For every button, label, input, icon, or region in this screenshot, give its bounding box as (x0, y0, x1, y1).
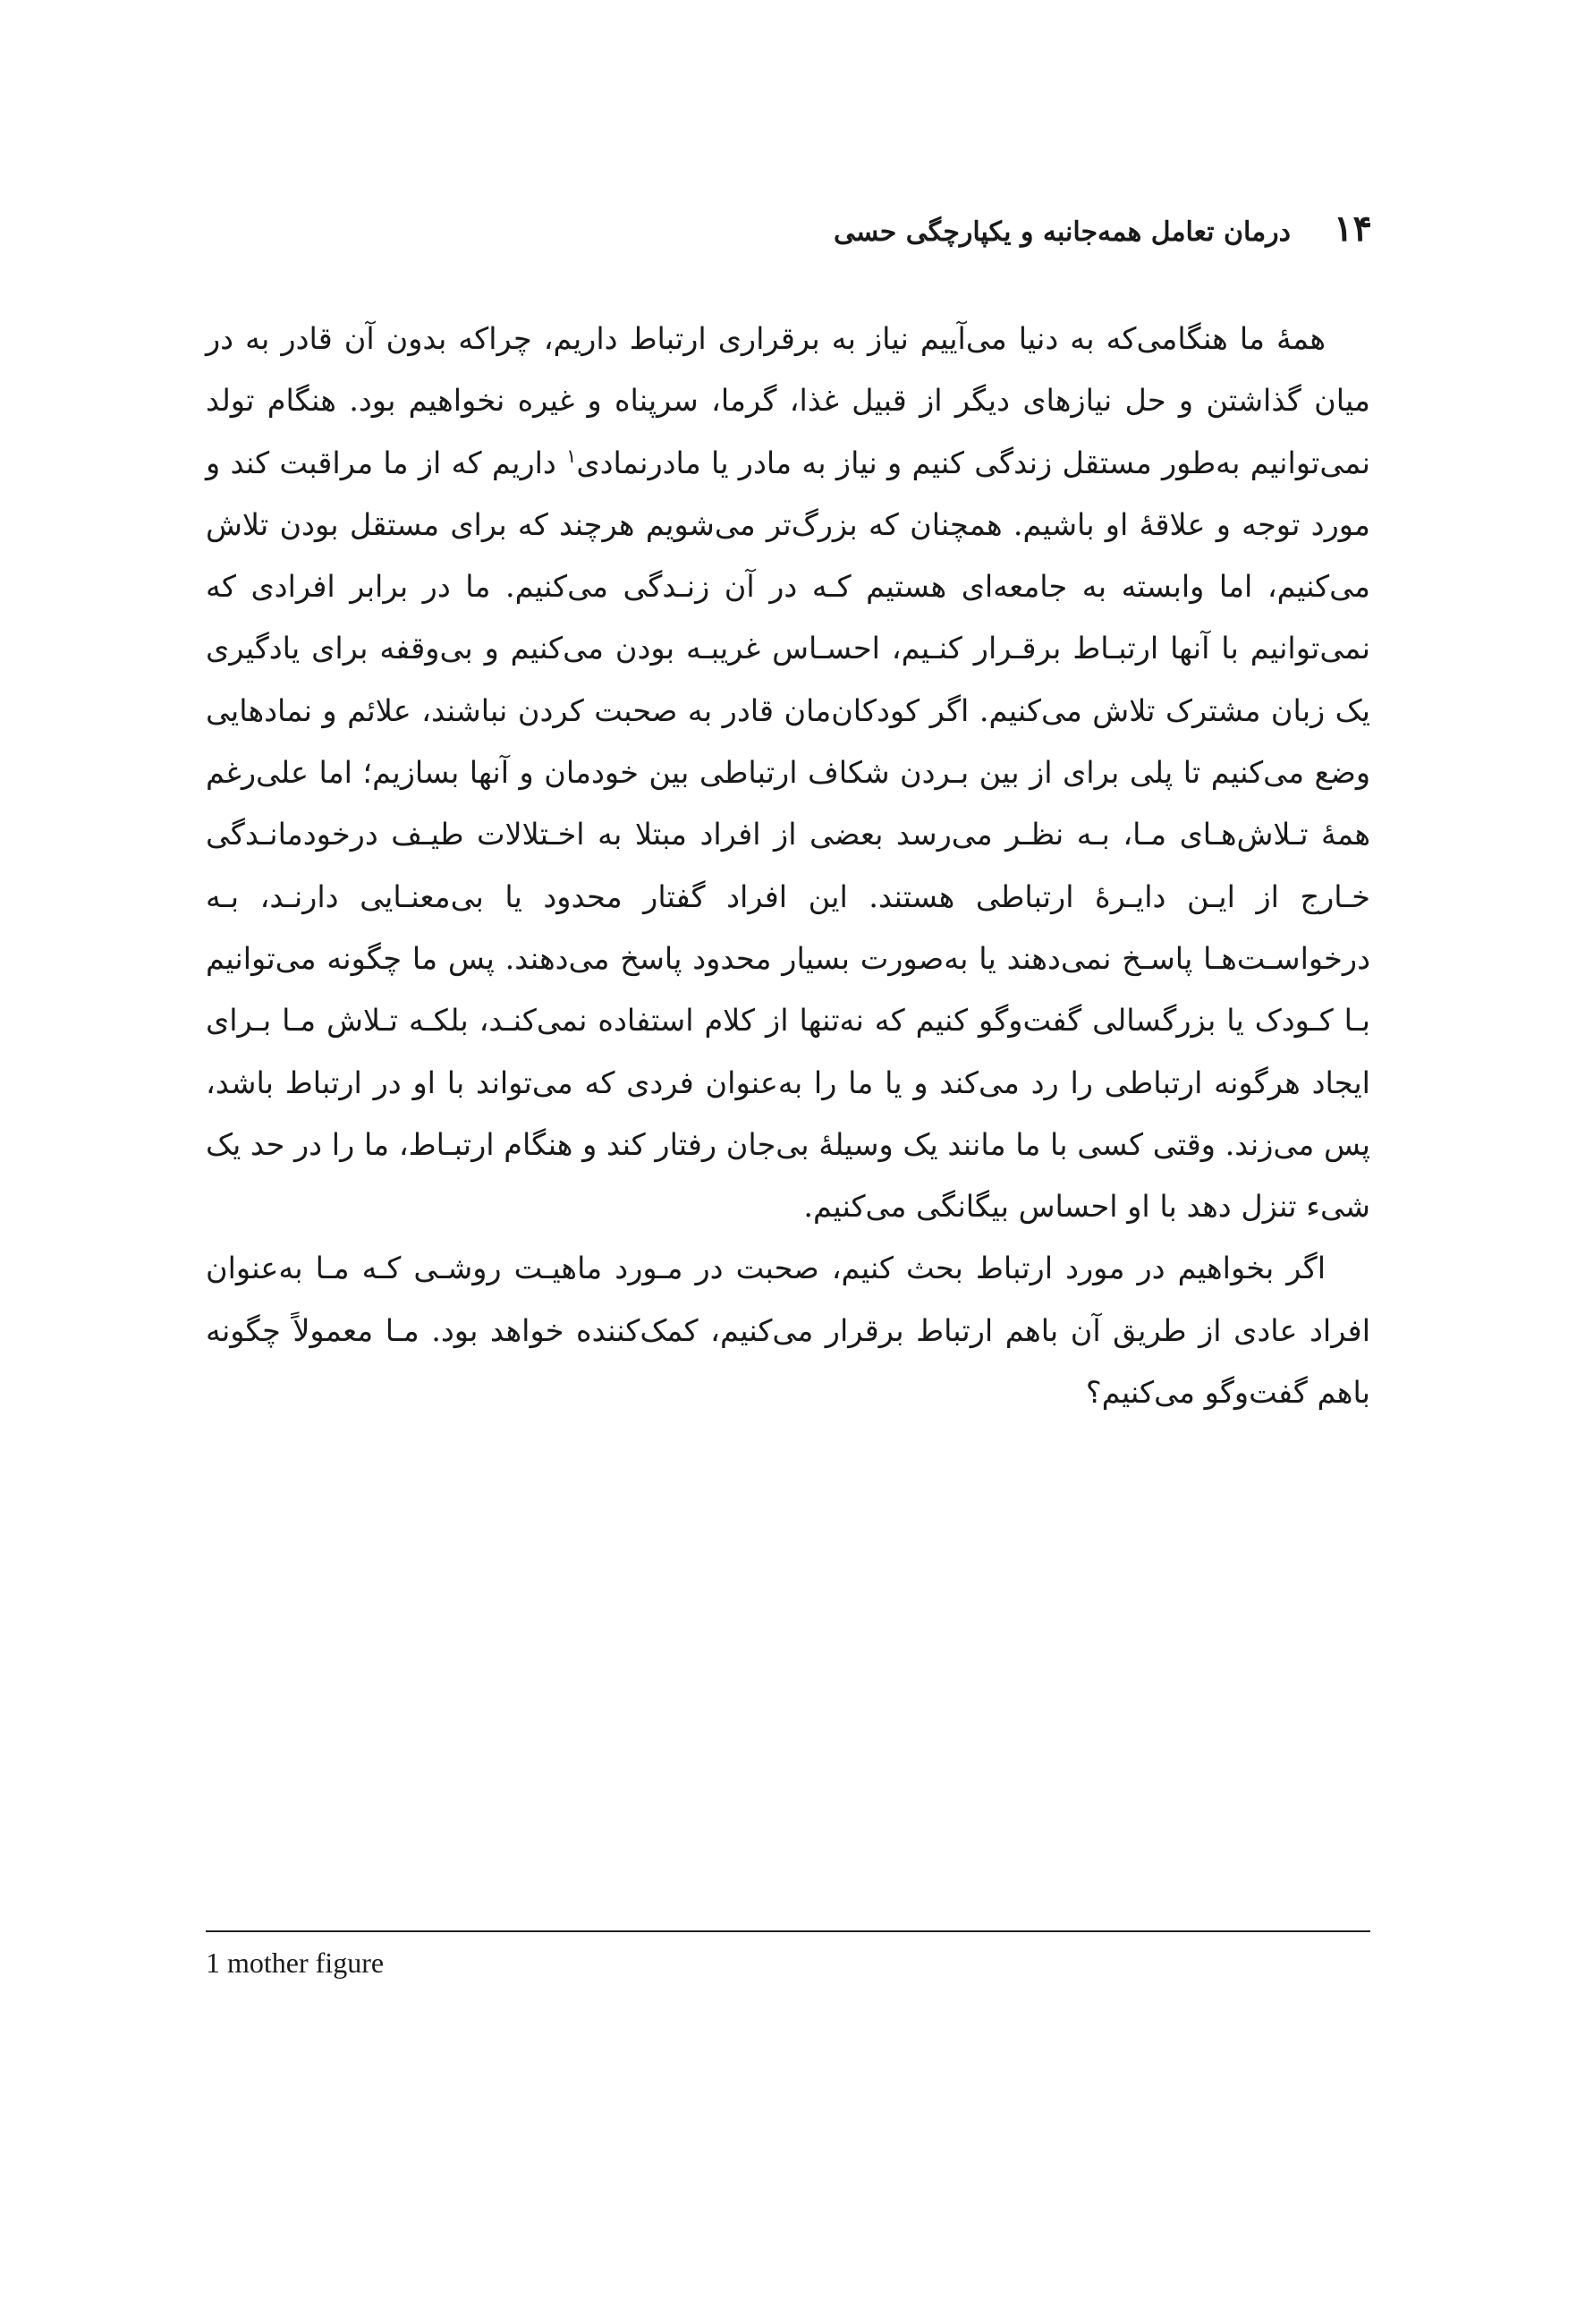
paragraph-1-text-start: همهٔ ما هنگامی‌که به دنیا می‌آییم نیاز به برقراری ارتباط داریم، چراکه بدون آن قادر به در میان گذاشتن و حل نیازهای دیگر از قبیل غذا، گرما، سرپناه و غیره نخواهیم بود. هنگام تولد نمی‌توانیم به‌طور مستقل زندگی کنیم و نیاز به مادر یا مادرنمادی (206, 321, 1370, 480)
paragraph-1 (206, 308, 1370, 1237)
running-title: درمان تعامل همه‌جانبه و یکپارچگی حسی (834, 216, 1292, 248)
main-text (206, 308, 1370, 1423)
footnote-divider (206, 1930, 1370, 1932)
footnote: 1 mother figure (206, 1947, 385, 1979)
paragraph-1-text-end: داریم که از ما مراقبت کند و مورد توجه و علاقهٔ او باشیم. همچنان که بزرگ‌تر می‌شویم هرچند که برای مستقل بودن تلاش می‌کنیم، اما وابسته به جامعه‌ای هستیم کـه در آن زنـدگی می‌کنیم. ما در برابر افرادی که نمی‌توانیم با آنها ارتبـاط برقـرار کنـیم، احسـاس غریبـه بودن می‌کنیم و بی‌وقفه برای یادگیری یک زبان مشترک تلاش می‌کنیم. اگر کودکان‌مان قادر به صحبت کردن نباشند، علائم و نمادهایی وضع می‌کنیم تا پلی برای از بین بـردن شکاف ارتباطی بین خودمان و آنها بسازیم؛ اما علی‌رغم همهٔ تـلاش‌هـای مـا، بـه نظـر می‌رسد بعضی از افراد مبتلا به اخـتلالات طیـف درخودمانـدگی خـارج از ایـن دایـرهٔ ارتباطی هستند. این افراد گفتار محدود یا بی‌معنـایی دارنـد، بـه درخواسـت‌هـا پاسـخ نمی‌دهند یا به‌صورت بسیار محدود پاسخ می‌دهند. پس ما چگونه می‌توانیم بـا کـودک یا بزرگسالی گفت‌وگو کنیم که نه‌تنها از کلام استفاده نمی‌کنـد، بلکـه تـلاش مـا بـرای ایجاد هرگونه ارتباطی را رد می‌کند و یا ما را به‌عنوان فردی که می‌تواند با او در ارتباط باشد، پس می‌زند. وقتی کسی با ما مانند یک وسیلهٔ بی‌جان رفتار کند و هنگام ارتبـاط، ما را در حد یک شیء تنزل دهد با او احساس بیگانگی می‌کنیم. (206, 445, 1370, 1225)
page-number: ۱۴ (1334, 208, 1372, 250)
running-header (834, 208, 1372, 250)
footnote-reference[interactable]: ۱ (566, 445, 577, 467)
paragraph-2: اگر بخواهیم در مورد ارتباط بحث کنیم، صحبت در مـورد ماهیـت روشـی کـه مـا به‌عنوان افراد عادی از طریق آن باهم ارتباط برقرار می‌کنیم، کمک‌کننده خواهد بود. مـا معمولاً چگونه باهم گفت‌وگو می‌کنیم؟ (206, 1251, 1370, 1411)
